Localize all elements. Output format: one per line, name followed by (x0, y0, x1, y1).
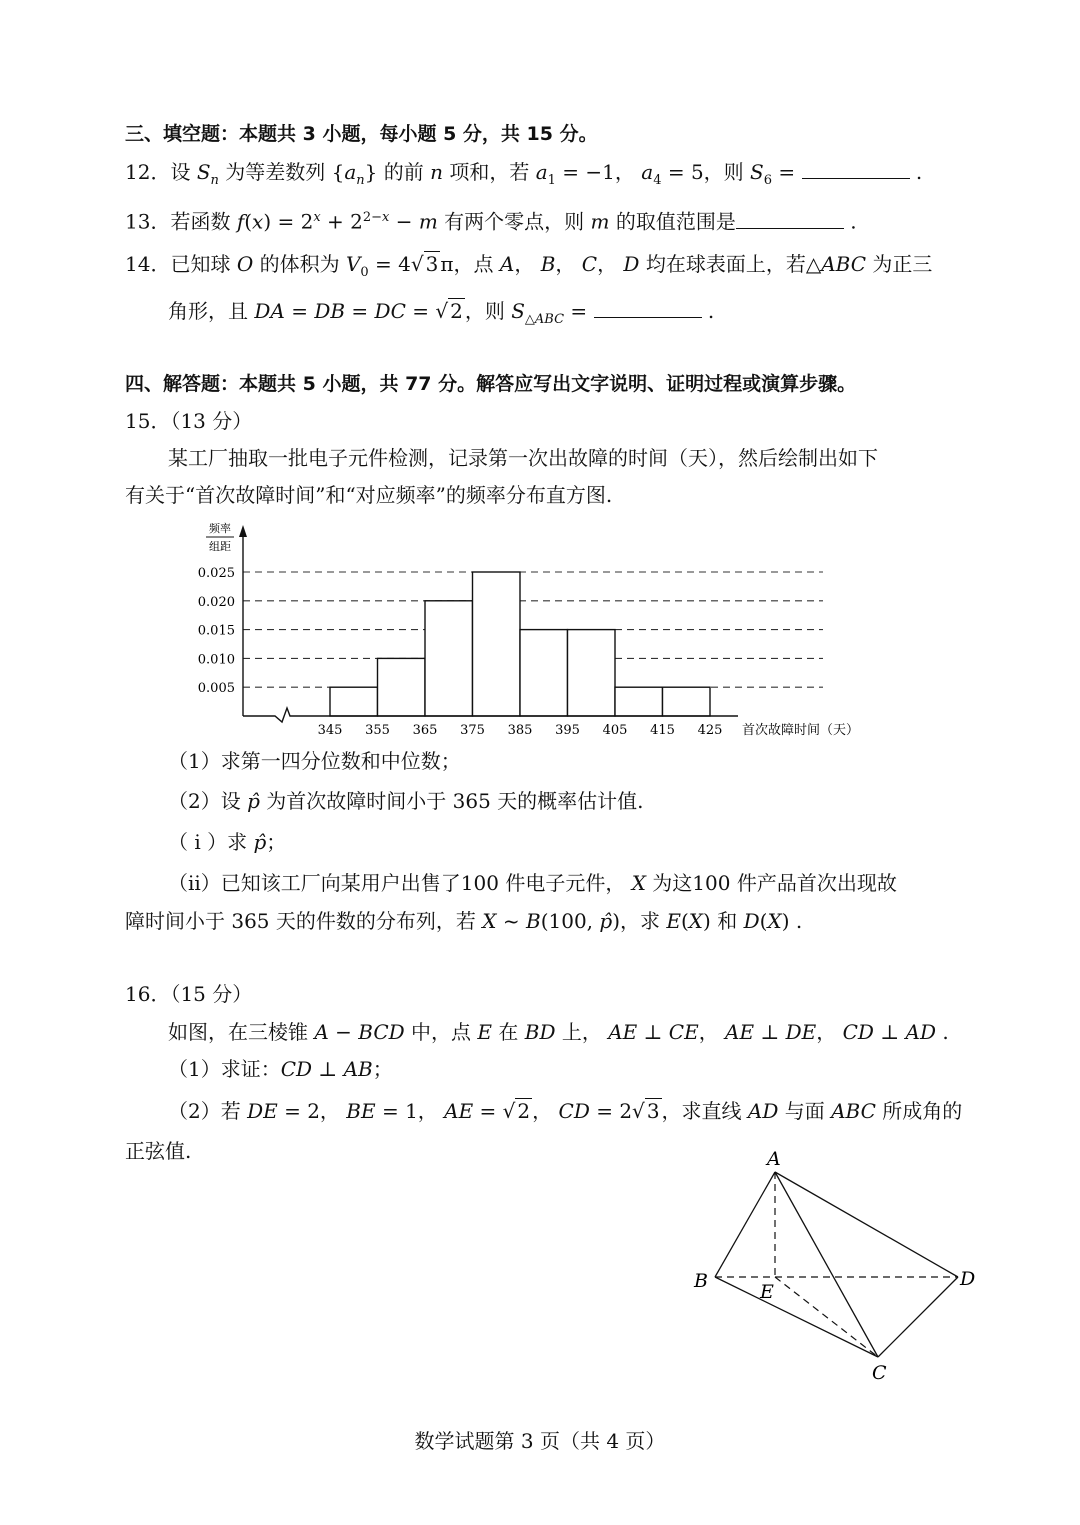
edge-AC (775, 1172, 878, 1357)
q13-answer-blank[interactable] (736, 210, 844, 229)
x-tick-label: 345 (317, 723, 343, 738)
x-tick-label: 375 (460, 723, 485, 738)
x-tick-label: 405 (602, 723, 628, 738)
x-tick-label: 355 (365, 723, 390, 738)
y-tick-label: 0.015 (197, 623, 235, 639)
question-14-line1: 14．已知球 O 的体积为 $V_0 = 4√$ 3 π，点 A， B， C， D 均在球表面上，若△ABC 为正三 (125, 252, 933, 280)
q14-number: 14． (125, 252, 171, 276)
frequency-histogram (190, 515, 890, 740)
q16-number: 16．（15 分） (125, 982, 253, 1006)
q15-intro-line2: 有关于“首次故障时间”和“对应频率”的频率分布直方图. (125, 483, 613, 507)
q12-number: 12． (125, 160, 171, 184)
q15-intro-line1: 某工厂抽取一批电子元件检测，记录第一次出故障的时间（天），然后绘制出如下 (168, 446, 878, 470)
x-tick-label: 385 (507, 723, 533, 738)
q16-part1: （1）求证：CD ⊥ AB； (168, 1057, 393, 1081)
q15-part2-i: （ i ）求 p̂； (168, 830, 287, 854)
histogram-bar (615, 687, 663, 716)
y-tick-label: 0.010 (197, 652, 235, 668)
label-B: B (694, 1270, 708, 1292)
section-4-heading: 四、解答题：本题共 5 小题，共 77 分。解答应写出文字说明、证明过程或演算步骤。 (125, 373, 857, 395)
edge-AD (775, 1172, 958, 1277)
y-tick-label: 0.025 (197, 566, 235, 581)
q16-part2-line2: 正弦值. (125, 1139, 192, 1163)
q15-number: 15．（13 分） (125, 409, 253, 433)
q12-answer-blank[interactable] (802, 160, 910, 179)
x-tick-label: 395 (555, 723, 580, 738)
q13-number: 13． (125, 209, 171, 234)
edge-BC (715, 1277, 878, 1357)
edge-AB (715, 1172, 775, 1277)
question-12: 12．设 $S_n$ 为等差数列 $\{a_n\}$ 的前 n 项和，若 $a_1 = -1$， $a_4 = 5$，则 $S_6$ = . (125, 160, 923, 188)
histogram-bar (378, 658, 426, 716)
q15-part2: （2）设 p̂ 为首次故障时间小于 365 天的概率估计值. (168, 789, 644, 813)
histogram-bar (520, 630, 568, 716)
label-E: E (760, 1281, 774, 1303)
histogram-bar (330, 687, 378, 716)
x-tick-label: 365 (412, 723, 438, 738)
question-14-line2: 角形，且 DA = DB = DC = √ 2 ，则 $S_{\triangle ABC}$ = . (168, 299, 715, 327)
page-footer: 数学试题第 3 页（共 4 页） (414, 1429, 666, 1453)
section-3-heading: 三、填空题：本题共 3 小题，每小题 5 分，共 15 分。 (125, 123, 598, 145)
histogram-bar (663, 687, 711, 716)
histogram-bar (568, 630, 616, 716)
histogram-bar (425, 601, 473, 716)
y-axis-label-denominator: 组距 (209, 540, 231, 553)
q14-answer-blank[interactable] (594, 299, 702, 318)
histogram-bar (473, 572, 521, 716)
y-axis-arrow (239, 525, 247, 537)
tetrahedron-figure (680, 1145, 990, 1385)
q15-part2-ii-line2: 障时间小于 365 天的件数的分布列，若 X ~ B(100, p̂)，求 E(X) 和 D(X) . (125, 909, 803, 933)
x-tick-label: 425 (697, 723, 723, 738)
q15-part2-ii-line1: （ii）已知该工厂向某用户出售了100 件电子元件， X 为这100 件产品首次出现故 (168, 871, 897, 895)
label-D: D (960, 1268, 976, 1290)
label-C: C (872, 1362, 887, 1384)
histogram-bars (330, 572, 710, 716)
segment-EC-hidden (775, 1277, 878, 1357)
q15-part1: （1）求第一四分位数和中位数； (168, 749, 461, 773)
y-tick-label: 0.020 (197, 594, 235, 610)
q16-intro: 如图，在三棱锥 A − BCD 中，点 E 在 BD 上， AE ⊥ CE， AE ⊥ DE， CD ⊥ AD . (168, 1020, 949, 1044)
y-tick-label: 0.005 (197, 681, 235, 697)
edge-CD (878, 1277, 958, 1357)
y-axis-label-numerator: 频率 (209, 522, 231, 535)
q16-part2-line1: （2）若 DE = 2， BE = 1， AE = √ 2 ， CD = 2√ 3 ，求直线 AD 与面 ABC 所成角的 (168, 1099, 963, 1123)
x-axis-label: 首次故障时间（天） (742, 723, 860, 738)
label-A: A (767, 1148, 781, 1170)
x-tick-label: 415 (650, 723, 675, 738)
question-13: 13．若函数 $f(x) = 2^x + 2^{2-x} - m$ 有两个零点，则 m 的取值范围是 . (125, 209, 857, 234)
